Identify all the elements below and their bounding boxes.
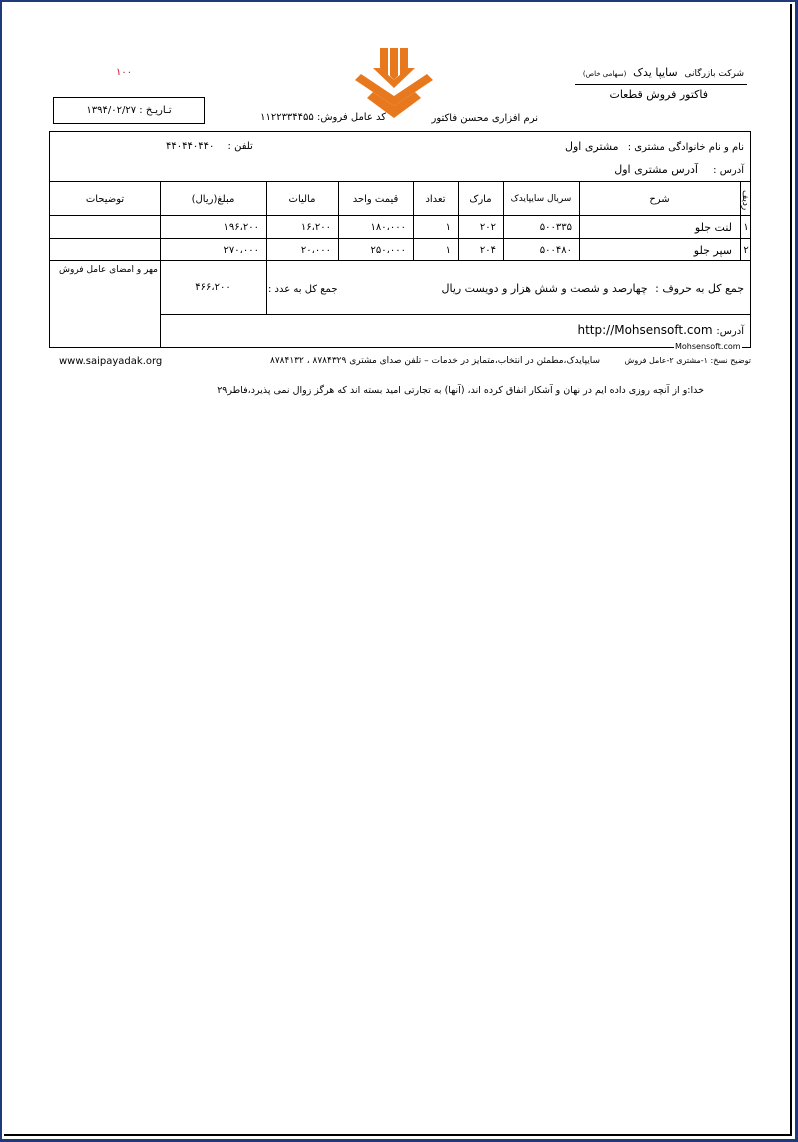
total-words xyxy=(441,282,744,295)
slogan: سایپایدک،مطمئن در انتخاب،متمایز در خدمات – تلفن صدای مشتری ۸۷۸۴۳۲۹ ، ۸۷۸۴۱۳۲ xyxy=(270,356,600,366)
customer-name-value: مشتری اول xyxy=(564,140,619,153)
row-1-serial: ۵۰۰۳۳۵ xyxy=(539,222,572,233)
date-label: تـاریـخ : xyxy=(139,105,172,116)
website-link[interactable]: www.saipayadak.org xyxy=(59,356,163,367)
date-box xyxy=(53,97,205,124)
customer-phone-value: ۴۴۰۴۴۰۴۴۰ xyxy=(166,141,215,152)
row-1-qty: ۱ xyxy=(445,222,451,233)
total-number-value: ۴۶۶،۲۰۰ xyxy=(195,282,231,293)
saipa-logo-icon xyxy=(353,46,435,120)
company-address-link[interactable]: http://Mohsensoft.com xyxy=(577,323,713,337)
customer-address-value: آدرس مشتری اول xyxy=(614,163,698,176)
customer-phone-row xyxy=(166,141,253,152)
col-qty: تعداد xyxy=(425,194,446,205)
company-type: (سهامی خاص) xyxy=(582,70,627,78)
divider xyxy=(575,84,747,85)
row-2-serial: ۵۰۰۴۸۰ xyxy=(539,245,572,256)
col-tax: مالیات xyxy=(288,194,316,205)
seller-code-value: ۱۱۲۲۳۳۴۴۵۵ xyxy=(260,112,314,123)
row-2-tax: ۲۰،۰۰۰ xyxy=(300,245,331,256)
row-2-brand: ۲۰۴ xyxy=(479,245,496,256)
customer-address-label: آدرس : xyxy=(713,165,744,176)
customer-name-label: نام و نام خانوادگی مشتری : xyxy=(627,142,744,153)
customer-address-row xyxy=(614,163,744,176)
col-description: شرح xyxy=(649,194,670,205)
customer-phone-label: تلفن : xyxy=(227,141,253,152)
row-2-amount: ۲۷۰،۰۰۰ xyxy=(223,245,259,256)
col-unit-price: قیمت واحد xyxy=(352,194,399,205)
total-number-label: جمع کل به عدد : xyxy=(268,284,338,295)
total-words-value: چهارصد و شصت و شش هزار و دویست ریال xyxy=(441,282,648,295)
watermark: Mohsensoft.com xyxy=(675,342,741,351)
row-1-amount: ۱۹۶،۲۰۰ xyxy=(223,222,259,233)
date-value: ۱۳۹۴/۰۲/۲۷ xyxy=(86,105,137,116)
col-notes: توضیحات xyxy=(85,194,125,205)
invoice-table xyxy=(49,131,751,348)
invoice-counter: ۱۰۰ xyxy=(116,67,133,78)
copies-note: توضیح نسخ: ۱-مشتری ۲-عامل فروش xyxy=(624,356,751,365)
col-amount: مبلغ(ریال) xyxy=(191,194,235,205)
company-address xyxy=(577,323,744,337)
software-label: نرم افزاری محسن فاکتور xyxy=(431,113,538,124)
total-words-label: جمع کل به حروف : xyxy=(655,282,744,295)
row-2-number: ۲ xyxy=(743,245,749,256)
col-serial: سریال سایپایدک xyxy=(510,194,572,204)
seller-code-label: کد عامل فروش: xyxy=(316,112,386,123)
row-1-description: لنت جلو xyxy=(694,221,732,234)
row-2-unit-price: ۲۵۰،۰۰۰ xyxy=(370,245,406,256)
document-title: فاکتور فروش قطعات xyxy=(609,88,708,101)
row-1-number: ۱ xyxy=(743,222,749,233)
col-row-number: ردیف xyxy=(740,190,750,211)
row-1-unit-price: ۱۸۰،۰۰۰ xyxy=(370,222,406,233)
seller-signature-label: مهر و امضای عامل فروش xyxy=(59,265,158,275)
company-brand: سایپا یدک xyxy=(633,66,678,79)
col-brand: مارک xyxy=(469,194,492,205)
company-address-label: آدرس: xyxy=(716,326,744,337)
company-prefix: شرکت بازرگانی xyxy=(684,69,744,79)
company-name xyxy=(583,66,744,79)
row-1-brand: ۲۰۲ xyxy=(479,222,496,233)
row-2-qty: ۱ xyxy=(445,245,451,256)
customer-name-row xyxy=(565,140,744,153)
row-2-description: سپر جلو xyxy=(693,244,732,257)
row-1-tax: ۱۶،۲۰۰ xyxy=(300,222,331,233)
verse: خدا:و از آنچه روزی داده ایم در نهان و آشکار انفاق کرده اند، (آنها) به تجارتی امید بسته اند که هرگز زوال نمی پذیرد،فاطر۲۹ xyxy=(217,385,704,396)
